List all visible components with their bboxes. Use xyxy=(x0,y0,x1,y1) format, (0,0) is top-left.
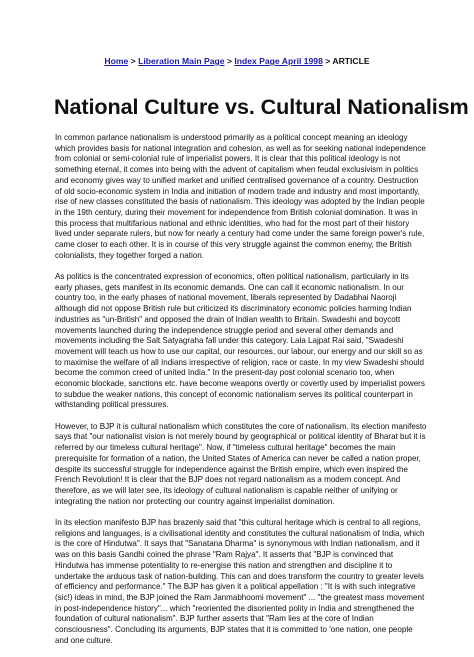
breadcrumb xyxy=(0,56,474,67)
article-paragraph: In its election manifesto BJP has brazenly said that "this cultural heritage which is central to all regions, religions and languages, is a civilisational identity and constitutes the cultural nationalism of India, which is the core of Hindutwa". It says that "Sanatana Dharma" is synonymous with Indian nationalism, and it was on this basis Gandhi coined the phrase "Ram Rajya". It asserts that "BJP is convinced that Hindutwa has immense potentiality to re-energise this nation and strengthen and discipline it to undertake the arduous task of nation-building. This can and does transform the country to greater levels of efficiency and performance." The BJP has given it a political appellation : "It is with such integrative (sic!) ideas in mind, the BJP joined the Ram Janmabhoomi movement" ... "the greatest mass movement in post-independence history"... which "reoriented the disoriented polity in India and strengthened the foundation of cultural nationalism". BJP further asserts that "Ram lies at the core of Indian consciousness". Concluding its arguments, BJP states that it is committed to 'one nation, one people and one culture. xyxy=(55,517,425,645)
breadcrumb-liberation-main-link[interactable]: Liberation Main Page xyxy=(138,56,225,66)
breadcrumb-separator: > xyxy=(325,56,331,66)
article-paragraph: In common parlance nationalism is understood primarily as a political concept meaning an ideology which provides basis for national integration and cohesion, as well as for seeking national independence from colonial or semi-colonial rule of imperialist powers. It is clear that this political ideology is not something eternal, it comes into being with the advent of capitalism when feudal exclusivism in politics and economy gives way to unified market and unified centralised governance of a country. Destruction of old socio-economic system in India and initiation of modern trade and industry and most importantly, rise of new classes constituted the basis of nationalism. This ideology was adopted by the Indian people in the 19th century, during their movement for independence from British colonial domination. It was in this process that multifarious national and ethnic identities, who had for the most part of their history lived under separate rulers, but now for nearly a century had come under the same foreign power's rule, came closer to each other. It is in course of this very struggle against the common enemy, the British colonialists, they together forged a nation. xyxy=(55,133,426,260)
article-body xyxy=(55,133,427,657)
breadcrumb-home-link[interactable]: Home xyxy=(104,56,129,66)
breadcrumb-index-page-link[interactable]: Index Page April 1998 xyxy=(234,56,323,66)
article-paragraph: However, to BJP it is cultural nationalism which constitutes the core of nationalism. Its election manifesto says that "our nationalist vision is not merely bound by geographical or political identity of Bharat but it is referred by our timeless cultural heritage". Now, if "timeless cultural heritage" becomes the main prerequisite for formation of a nation, the United States of America can never be called a nation proper, despite its successful struggle for independence against the British empire, which even inspired the French Revolution! It is clear that the BJP does not regard nationalism as a modern concept. And therefore, as we will later see, its ideology of cultural nationalism is capable neither of unifying or integrating the nation nor protecting our country against imperialist domination. xyxy=(55,421,427,506)
breadcrumb-separator: > xyxy=(226,56,232,66)
breadcrumb-separator: > xyxy=(130,56,136,66)
article-title: National Culture vs. Cultural Nationalism xyxy=(54,94,469,119)
article-paragraph: As politics is the concentrated expression of economics, often political nationalism, particularly in its early phases, gets manifest in its economic demands. One can call it economic nationalism. In our country too, in the early phases of national movement, liberals represented by Dadabhai Naoroji although did not oppose British rule but criticized its discriminatory economic policies harming Indian industries as "un-British" and opposed the drain of Indian wealth to Britain. Swadeshi and boycott movements launched during the independence struggle period and several other demands and movements including the Salt Satyagraha fall under this category. Lala Lajpat Rai said, "Swadeshi movement will teach us how to use our capital, our resources, our labour, our energy and our skill so as to maximise the welfare of all Indians irrespective of religion, race or caste. In my view Swadeshi should become the common creed of united India." In the present-day post colonial scenario too, when economic blockade, sanctions etc. have become weapons overtly or covertly used by imperialist powers to subdue the weaker nations, this concept of economic nationalism serves its political counterpart in withstanding political pressures. xyxy=(55,272,425,410)
breadcrumb-current: ARTICLE xyxy=(332,56,370,66)
